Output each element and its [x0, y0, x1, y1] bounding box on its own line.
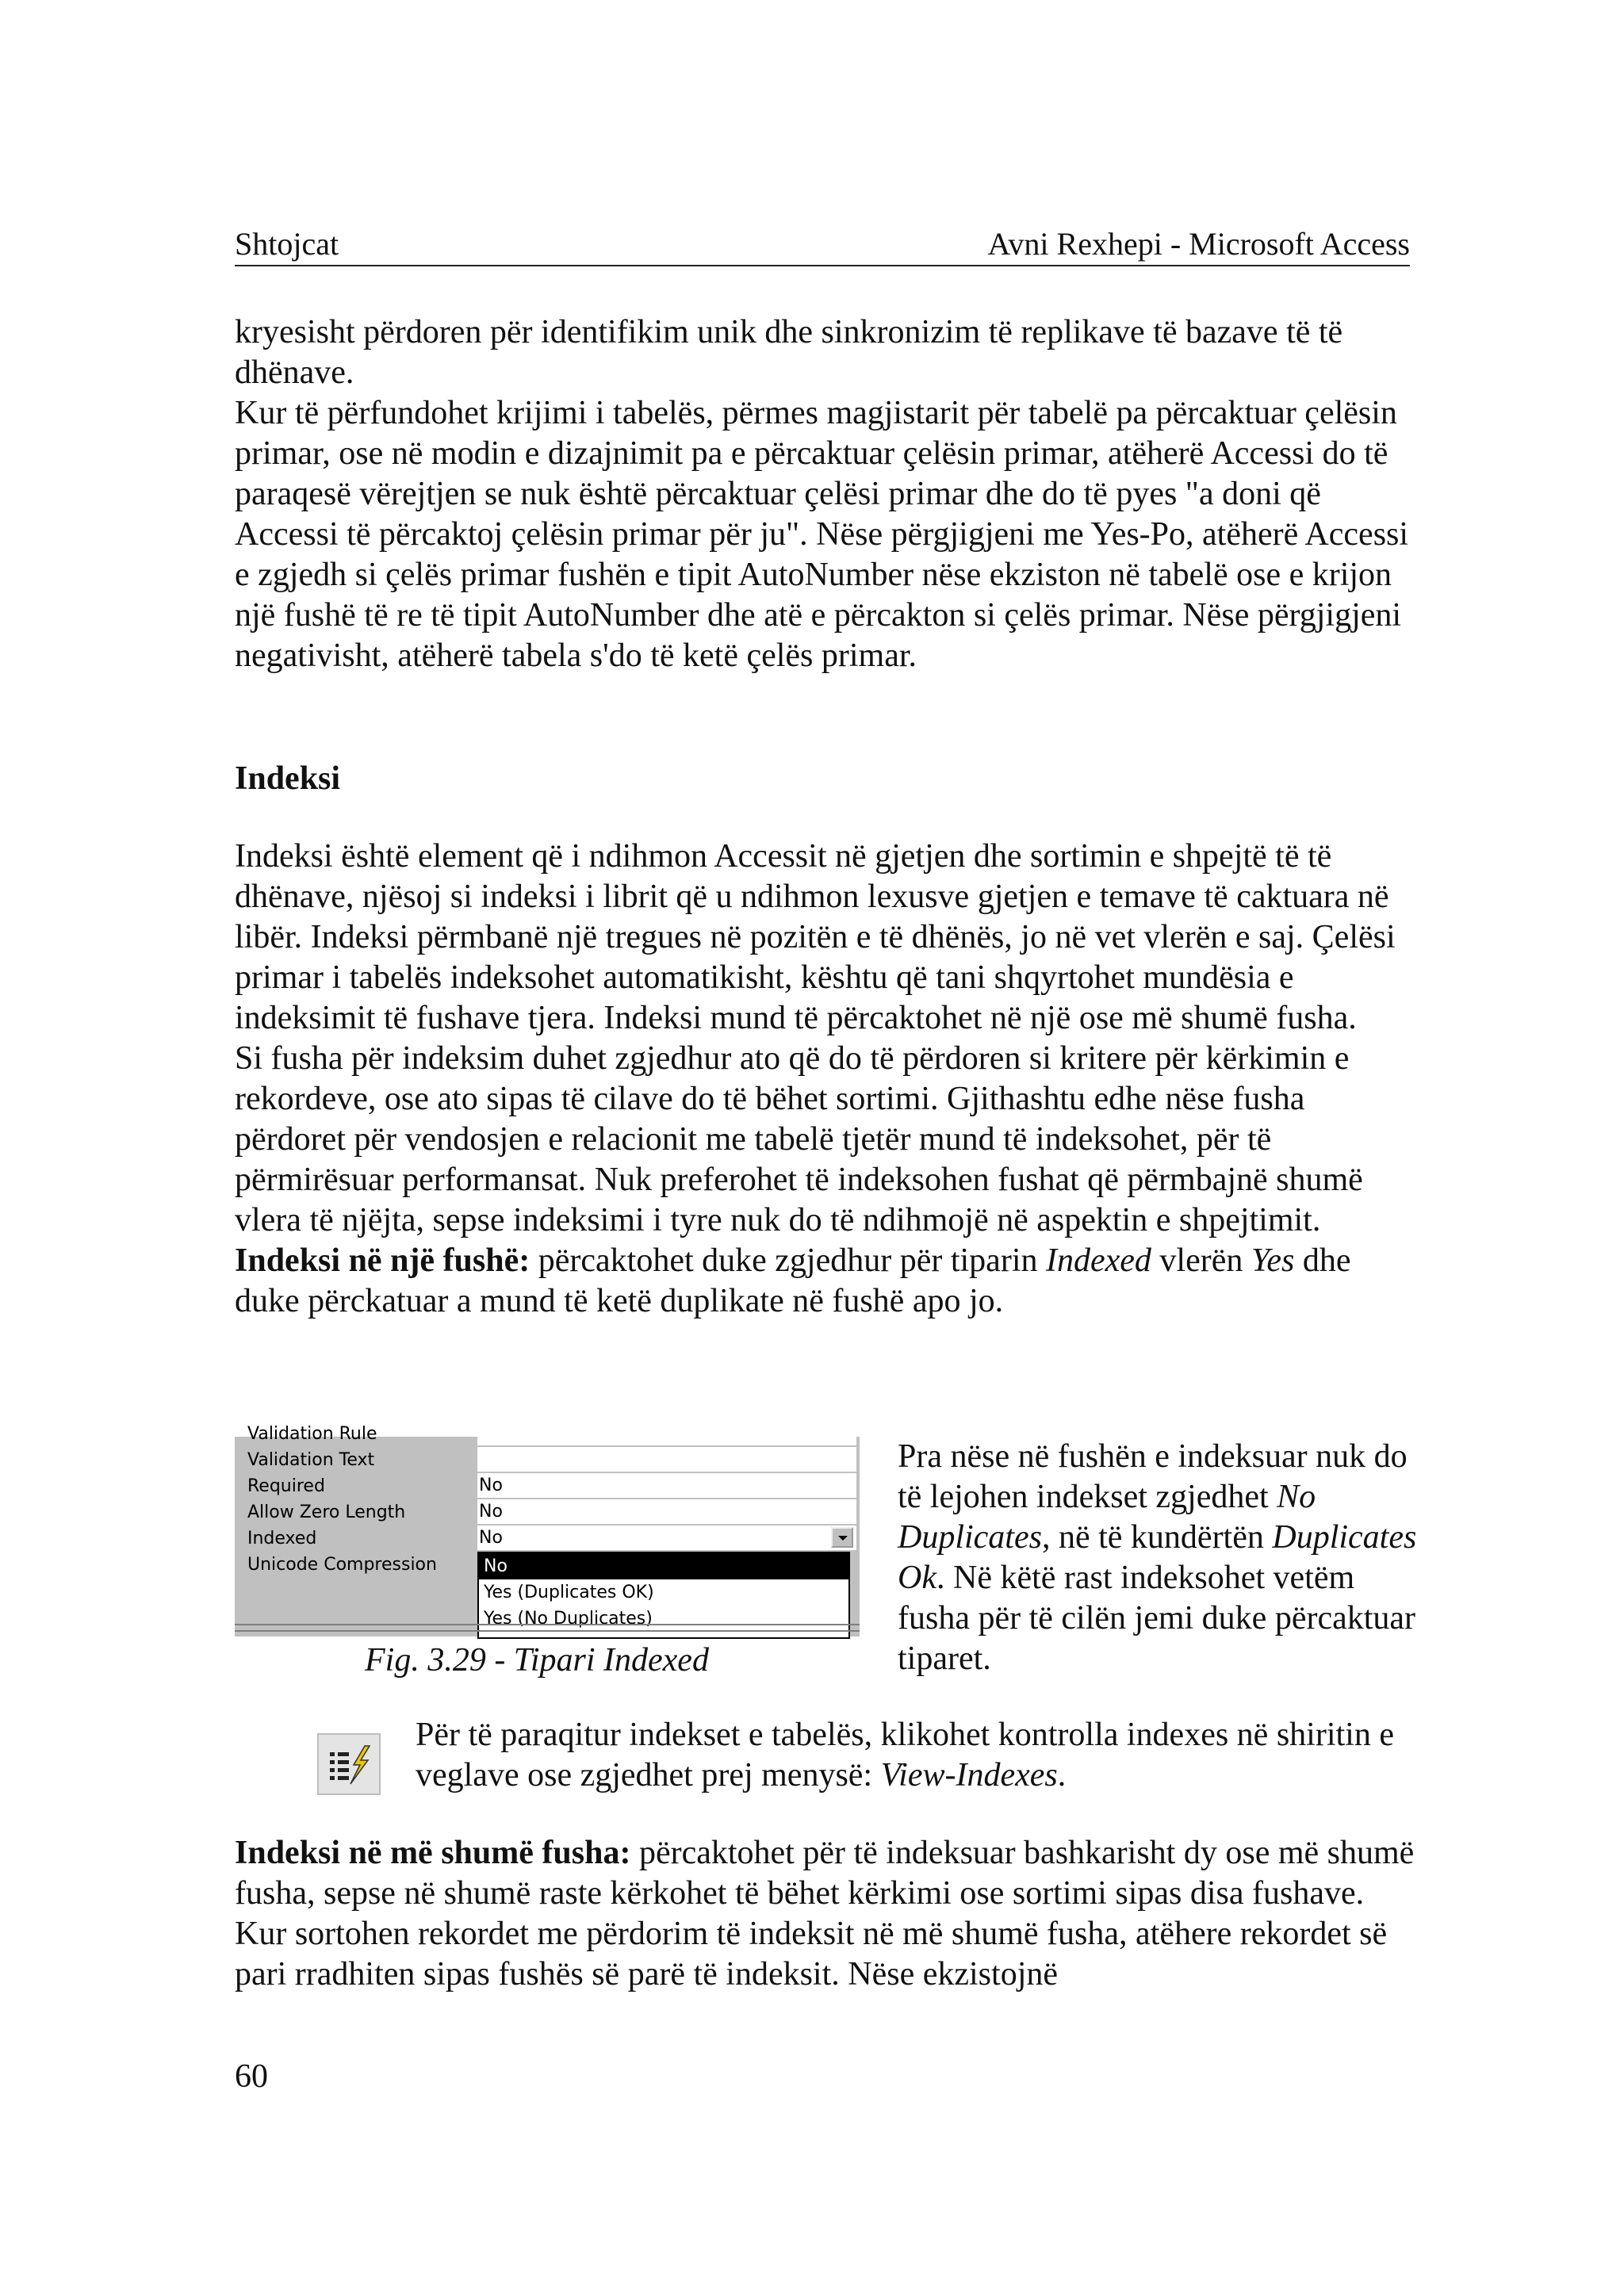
property-label: Allow Zero Length: [247, 1503, 406, 1522]
text-run-italic: No Duplicates: [898, 1479, 1316, 1556]
property-label: Unicode Compression: [247, 1555, 437, 1575]
index-paragraph-1: Indeksi është element që i ndihmon Accessit në gjetjen dhe sortimin e shpejtë të të dhënave, njësoj si indeksi i librit që u ndihmon lexusve gjetjen e temave të caktuara në libër. Indeksi përmbanë një tregues në pozitën e të dhënës, jo në vet vlerën e saj. Çelësi primar i tabelës indeksohet automatikisht, kështu që tani shqyrtohet mundësia e indeksimit të fushave tjera. Indeksi mund të përcaktohet në një ose më shumë fusha.: [235, 838, 1396, 1036]
property-value[interactable]: [477, 1447, 856, 1472]
section-heading: Indeksi: [235, 760, 341, 797]
note-paragraph: [416, 1715, 1423, 1796]
property-value[interactable]: [477, 1421, 856, 1446]
property-label: Required: [247, 1476, 325, 1496]
dropdown-arrow-icon[interactable]: [831, 1527, 853, 1548]
text-run: , në të kundërtën: [1041, 1519, 1273, 1556]
single-field-paragraph: [235, 1241, 1416, 1322]
running-header: [235, 224, 1410, 266]
single-field-term: Indeksi në një fushë:: [235, 1242, 530, 1279]
property-row: [235, 1499, 860, 1525]
text-run: . Në këtë rast indeksohet vetëm fusha për të cilën jemi duke përcaktuar tiparet.: [898, 1560, 1416, 1677]
multi-field-text: [235, 1833, 1416, 1995]
text-run: përcaktohet për të indeksuar bashkarisht dy ose më shumë fusha, sepse në shumë raste kërkohet të bëhet kërkimi ose sortimi sipas disa fushave. Kur sortohen rekordet me përdorim të indeksit në më shumë fusha, atëhere rekordet së pari rradhiten sipas fushës së parë të indeksit. Nëse ekzistojnë: [235, 1835, 1415, 1992]
dropdown-option[interactable]: No: [479, 1553, 848, 1579]
index-paragraph-2: Si fusha për indeksim duhet zgjedhur ato që do të përdoren si kritere për kërkimin e rekordeve, ose ato sipas të cilave do të bëhet sortimi. Gjithashtu edhe nëse fusha përdoret për vendosjen e relacionit me tabelë tjetër mund të indeksohet, për të përmirësuar performansat. Nuk preferohet të indeksohen fushat që përmbajnë shumë vlera të njëjta, sepse indeksimi i tyre nuk do të ndihmojë në aspektin e shpejtimit.: [235, 1040, 1363, 1238]
figure-caption: Fig. 3.29 - Tipari Indexed: [365, 1642, 709, 1679]
indexes-toolbar-icon: [317, 1733, 381, 1795]
property-row: [235, 1447, 860, 1473]
text-run: Për të paraqitur indekset e tabelës, klikohet kontrolla indexes në shiritin e veglave ose zgjedhet prej menysë:: [416, 1717, 1394, 1793]
indexes-icon: [319, 1735, 379, 1793]
header-section: Shtojcat: [235, 226, 339, 262]
multi-field-paragraph: [235, 1833, 1416, 1995]
property-row-indexed: [235, 1525, 860, 1552]
text-run: dhe duke përckatuar a mund të ketë duplikate në fushë apo jo.: [235, 1242, 1351, 1319]
indexed-property-figure: [235, 1424, 860, 1636]
property-label: Validation Text: [247, 1450, 375, 1470]
property-row: [235, 1421, 860, 1447]
property-label: Indexed: [247, 1529, 317, 1548]
property-value[interactable]: No: [477, 1499, 856, 1525]
property-label: Validation Rule: [247, 1424, 377, 1444]
side-text: [898, 1437, 1421, 1679]
index-body-text: [235, 836, 1416, 1322]
indexed-select-value: No: [479, 1528, 503, 1548]
intro-paragraph-2: Kur të përfundohet krijimi i tabelës, përmes magjistarit për tabelë pa përcaktuar çelësin primar, ose në modin e dizajnimit pa e përcaktuar çelësin primar, atëherë Accessi do të paraqesë vërejtjen se nuk është përcaktuar çelësi primar dhe do të pyes "a doni që Accessi të përcaktoj çelësin primar për ju". Nëse përgjigjeni me Yes-Po, atëherë Accessi e zgjedh si çelës primar fushën e tipit AutoNumber nëse ekziston në tabelë ose e krijon një fushë të re të tipit AutoNumber dhe atë e përcakton si çelës primar. Nëse përgjigjeni negativisht, atëherë tabela s'do të ketë çelës primar.: [235, 395, 1409, 674]
header-book-title: Avni Rexhepi - Microsoft Access: [987, 226, 1410, 262]
indexes-note: [416, 1715, 1423, 1796]
page-number: 60: [235, 2058, 268, 2095]
side-paragraph: [898, 1437, 1421, 1679]
panel-bottom-border: [235, 1624, 860, 1632]
property-row: [235, 1473, 860, 1499]
dropdown-option[interactable]: Yes (No Duplicates): [484, 1609, 653, 1629]
text-run-italic: Indexed: [1045, 1242, 1151, 1279]
property-value[interactable]: No: [477, 1473, 856, 1499]
text-run: vlerën: [1151, 1242, 1251, 1279]
intro-paragraph-1: kryesisht përdoren për identifikim unik dhe sinkronizim të replikave të bazave të të dhënave.: [235, 314, 1343, 391]
multi-field-term: Indeksi në më shumë fusha:: [235, 1835, 631, 1871]
dropdown-option[interactable]: Yes (Duplicates OK): [484, 1583, 654, 1602]
text-run-italic: Yes: [1251, 1242, 1295, 1279]
text-run: .: [1057, 1757, 1067, 1793]
indexed-select[interactable]: [477, 1525, 856, 1551]
text-run-italic: Duplicates Ok: [898, 1519, 1417, 1596]
text-run-italic: View-Indexes: [880, 1757, 1058, 1793]
text-run: Pra nëse në fushën e indeksuar nuk do të lejohen indekset zgjedhet: [898, 1438, 1408, 1515]
text-run: përcaktohet duke zgjedhur për tiparin: [530, 1242, 1046, 1279]
intro-text: [235, 312, 1416, 676]
